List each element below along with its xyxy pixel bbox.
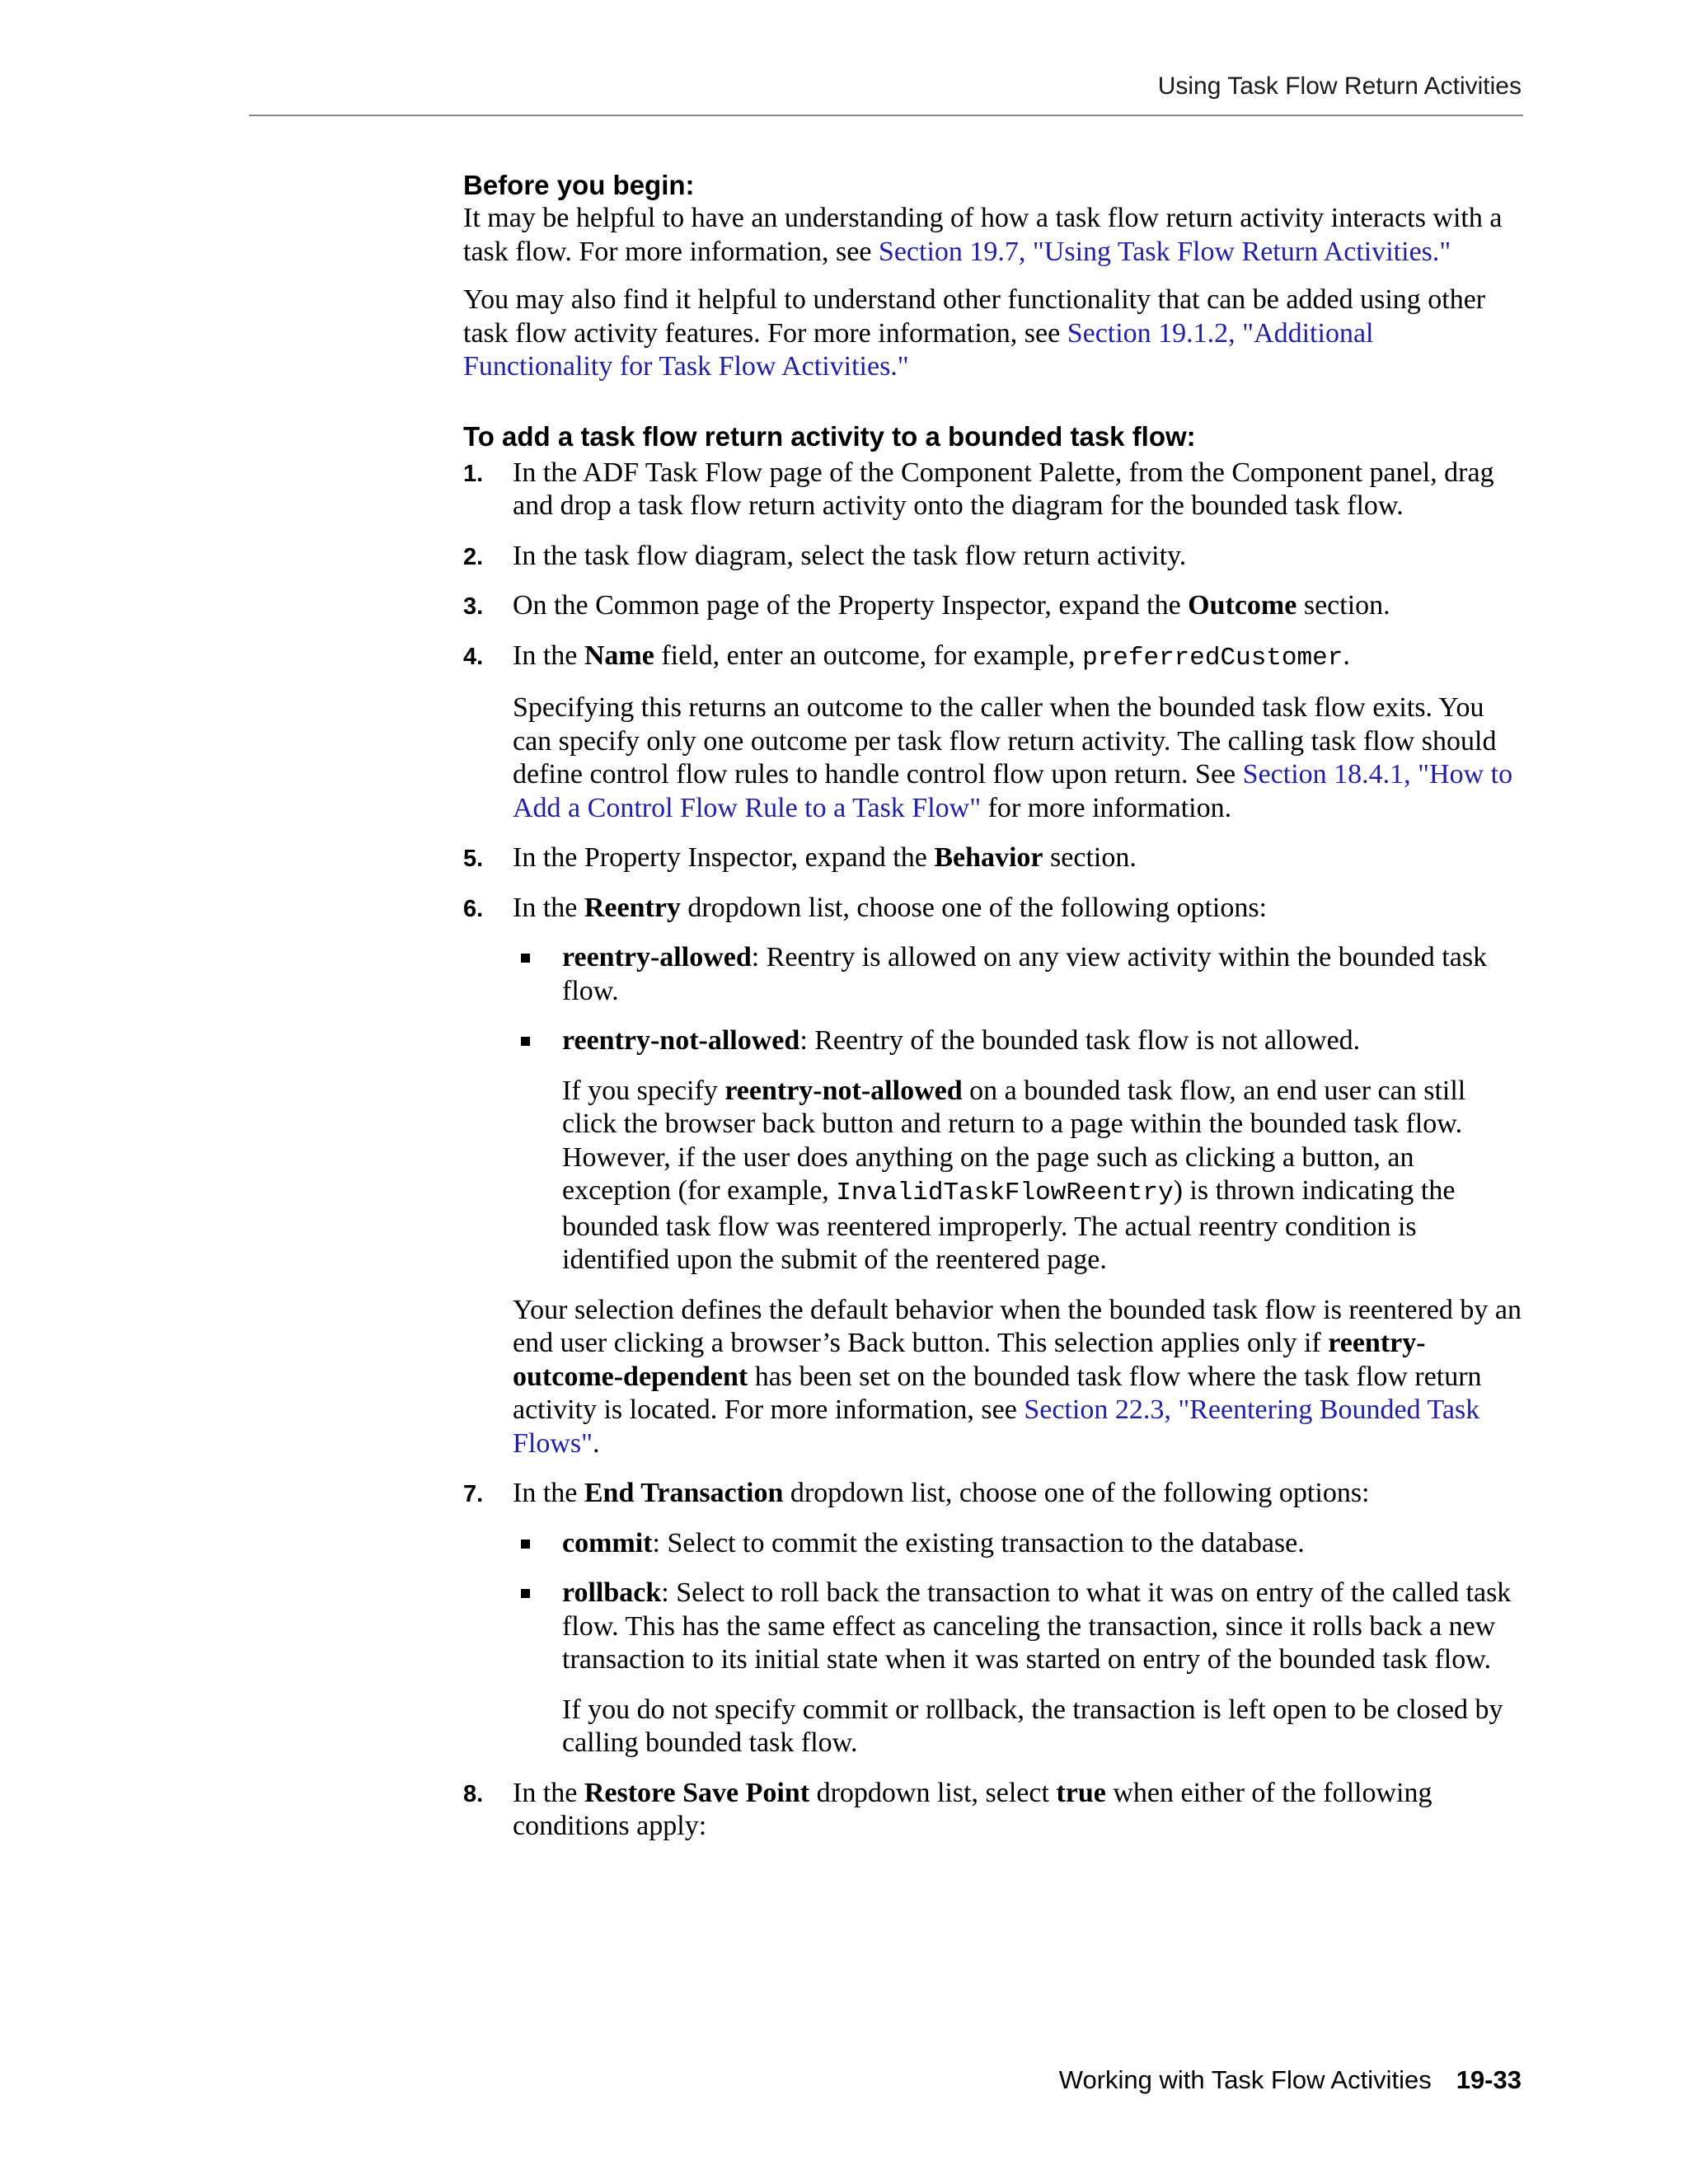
bullet-note: If you specify reentry-not-allowed on a bounded task flow, an end user can still click the browser back button and return to a page within the bounded task flow. However, if the user does anything on the page such as clicking a button, an exception (for example, InvalidTaskFlowReentry) is thrown indicating the bounded task flow was reentered improperly. The actual reentry condition is identified upon the submit of the reentered page. xyxy=(562,1075,1466,1275)
before-para-1: It may be helpful to have an understanding of how a task flow return activity interacts with a task flow. For more information, see Section 19.7, "Using Task Flow Return Activities." xyxy=(463,203,1503,267)
step-1 xyxy=(463,457,1526,523)
code-exception: InvalidTaskFlowReentry xyxy=(836,1179,1174,1207)
link-section-22-3[interactable]: Section 22.3, "Reentering Bounded Task Flows" xyxy=(513,1394,1480,1459)
footer-chapter: Working with Task Flow Activities xyxy=(1058,2065,1432,2094)
header-rule xyxy=(249,115,1523,116)
bullet-square-icon xyxy=(521,954,530,963)
step-number: 4. xyxy=(463,643,484,670)
step-text: In the End Transaction dropdown list, choose one of the following options: xyxy=(513,1478,1370,1508)
step-3 xyxy=(463,589,1526,623)
link-section-18-4-1[interactable]: Section 18.4.1, "How to Add a Control Flow Rule to a Task Flow" xyxy=(513,759,1513,823)
bullet-square-icon xyxy=(521,1037,530,1046)
step-number: 3. xyxy=(463,593,484,620)
step-text: In the ADF Task Flow page of the Component Palette, from the Component panel, drag and drop a task flow return activity onto the diagram for the bounded task flow. xyxy=(513,457,1494,521)
step-5 xyxy=(463,841,1526,875)
step-number: 8. xyxy=(463,1780,484,1807)
step-number: 2. xyxy=(463,543,484,570)
step-number: 1. xyxy=(463,460,484,487)
bullet-rollback: rollback: Select to roll back the transaction to what it was on entry of the called task flow. This has the same effect as canceling the transaction, since it rolls back a new transaction to its initial state when it was started on entry of the bounded task flow. If you do not specify commit or rollback, the transaction is left open to be closed by calling bounded task flow. xyxy=(513,1577,1526,1760)
step-7 xyxy=(463,1477,1526,1760)
step-text: In the Reentry dropdown list, choose one of the following options: xyxy=(513,892,1268,923)
step-6 xyxy=(463,892,1526,1461)
step-8 xyxy=(463,1777,1526,1844)
step-4-note: Specifying this returns an outcome to the caller when the bounded task flow exits. You can specify only one outcome per task flow return activity. The calling task flow should define control flow rules to handle control flow upon return. See Section 18.4.1, "How to Add a Control Flow Rule to a Task Flow" for more information. xyxy=(513,692,1513,823)
bullet-note: If you do not specify commit or rollback, the transaction is left open to be closed by calling bounded task flow. xyxy=(562,1694,1503,1758)
step-6-note: Your selection defines the default behavior when the bounded task flow is reentered by an end user clicking a browser’s Back button. This selection applies only if reentry-outcome-dependent has been set on the bounded task flow where the task flow return activity is located. For more information, see Section 22.3, "Reentering Bounded Task Flows". xyxy=(513,1294,1522,1459)
bullet-square-icon xyxy=(521,1589,530,1598)
step-text: In the Restore Save Point dropdown list, select true when either of the following conditions apply: xyxy=(513,1777,1432,1841)
link-section-19-1-2[interactable]: Section 19.1.2, "Additional Functionality for Task Flow Activities." xyxy=(463,317,1374,382)
link-section-19-7[interactable]: Section 19.7, "Using Task Flow Return Activities." xyxy=(878,236,1451,267)
step-text: On the Common page of the Property Inspector, expand the Outcome section. xyxy=(513,590,1390,621)
bullet-commit: commit: Select to commit the existing transaction to the database. xyxy=(513,1527,1526,1561)
step-text: In the task flow diagram, select the task flow return activity. xyxy=(513,540,1187,571)
step-text: In the Property Inspector, expand the Behavior section. xyxy=(513,842,1137,873)
bullet-reentry-not-allowed: reentry-not-allowed: Reentry of the bounded task flow is not allowed. If you specify reentry-not-allowed on a bounded task flow, an end user can still click the browser back button and return to a page within the bounded task flow. However, if the user does anything on the page such as clicking a button, an exception (for example, InvalidTaskFlowReentry) is thrown indicating the bounded task flow was reentered improperly. The actual reentry condition is identified upon the submit of the reentered page. xyxy=(513,1024,1526,1277)
bullet-reentry-allowed: reentry-allowed: Reentry is allowed on any view activity within the bounded task flow. xyxy=(513,941,1526,1008)
procedure-heading: To add a task flow return activity to a bounded task flow: xyxy=(463,420,1196,452)
code-outcome: preferredCustomer xyxy=(1082,643,1343,673)
page-number: 19-33 xyxy=(1456,2065,1522,2094)
before-para-2: You may also find it helpful to understand other functionality that can be added using other task flow activity features. For more information, see Section 19.1.2, "Additional Functionality for Task Flow Activities." xyxy=(463,284,1486,382)
before-heading: Before you begin: xyxy=(463,170,695,200)
step-number: 7. xyxy=(463,1481,484,1507)
page-content xyxy=(463,169,1526,1844)
step-number: 6. xyxy=(463,895,484,922)
step-4 xyxy=(463,640,1526,826)
step-number: 5. xyxy=(463,846,484,872)
bullet-square-icon xyxy=(521,1540,530,1549)
page-footer xyxy=(1059,2065,1522,2095)
step-2 xyxy=(463,540,1526,574)
step-text: In the Name field, enter an outcome, for example, preferredCustomer. xyxy=(513,640,1350,673)
running-header: Using Task Flow Return Activities xyxy=(1157,73,1522,100)
